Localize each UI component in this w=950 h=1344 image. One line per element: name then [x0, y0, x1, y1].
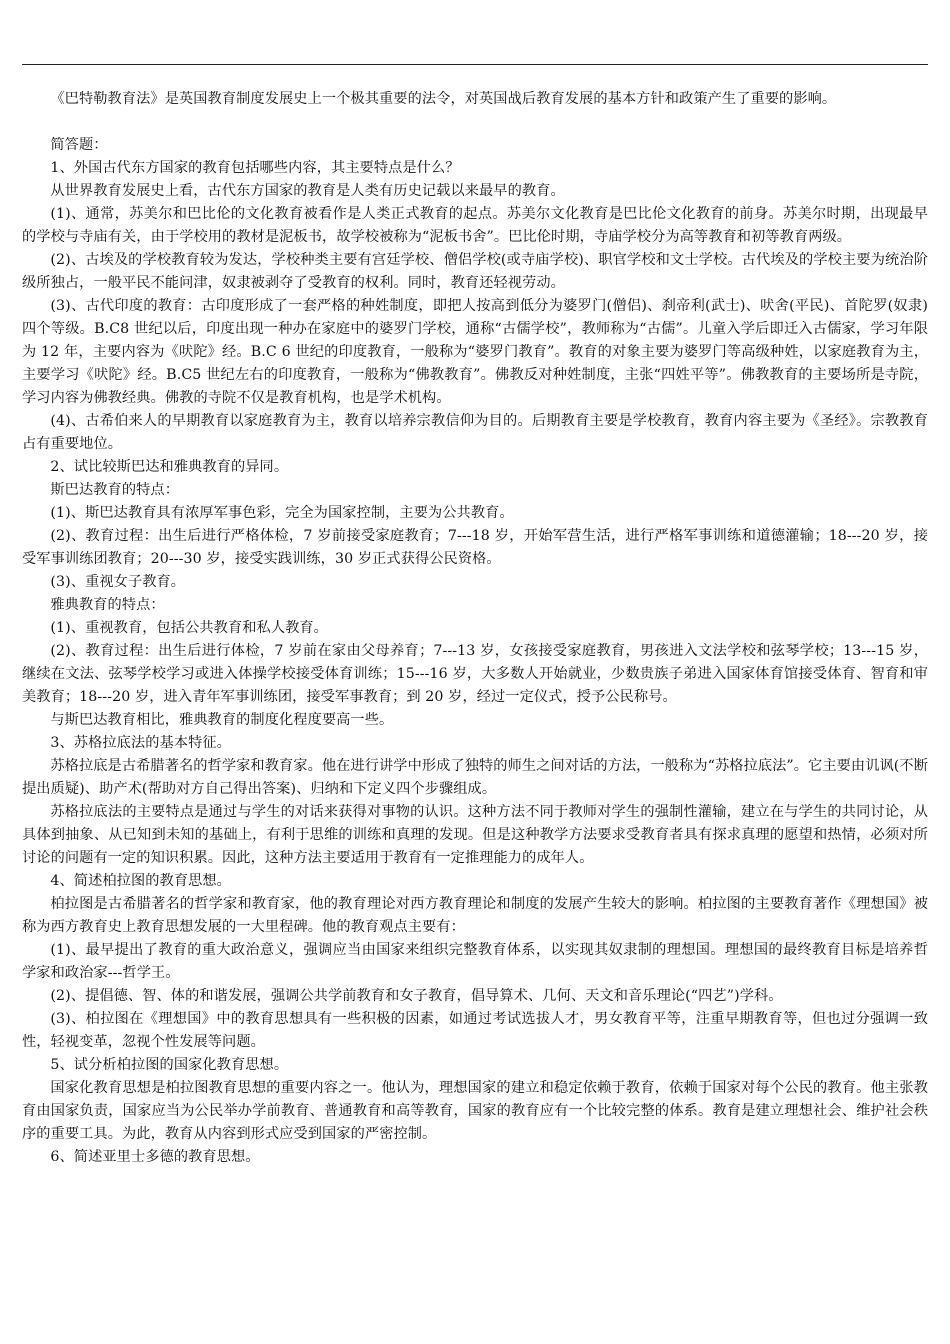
question-3: 3、苏格拉底法的基本特征。	[50, 735, 231, 751]
paragraph: 雅典教育的特点：	[50, 597, 165, 613]
paragraph-butler-act: 《巴特勒教育法》是英国教育制度发展史上一个极其重要的法令，对英国战后教育发展的基本方针和政策产生了重要的影响。	[50, 91, 837, 107]
paragraph: 国家化教育思想是柏拉图教育思想的重要内容之一。他认为，理想国家的建立和稳定依赖于教育，依赖于国家对每个公民的教育。他主张教育由国家负责，国家应当为公民举办学前教育、普通教育和高等教育，国家的教育应有一个比较完整的体系。教育是建立理想社会、维护社会秩序的重要工具。为此，教育从内容到形式应受到国家的严密控制。	[22, 1080, 928, 1142]
question-2: 2、试比较斯巴达和雅典教育的异同。	[50, 459, 289, 475]
question-4: 4、简述柏拉图的教育思想。	[50, 873, 231, 889]
paragraph: 苏格拉底法的主要特点是通过与学生的对话来获得对事物的认识。这种方法不同于教师对学生的强制性灌输，建立在与学生的共同讨论，从具体到抽象、从已知到未知的基础上，有利于思维的训练和真理的发现。但是这种教学方法要求受教育者具有探求真理的愿望和热情，必须对所讨论的问题有一定的知识积累。因此，这种方法主要适用于教育有一定推理能力的成年人。	[22, 804, 928, 866]
paragraph: 从世界教育发展史上看，古代东方国家的教育是人类有历史记载以来最早的教育。	[50, 183, 565, 199]
paragraph: (2)、教育过程：出生后进行严格体检，7 岁前接受家庭教育；7---18 岁，开始军营生活，进行严格军事训练和道德灌输；18---20 岁，接受军事训练团教育；20---30 岁，接受实践训练，30 岁正式获得公民资格。	[22, 528, 928, 567]
paragraph: (3)、重视女子教育。	[50, 574, 186, 590]
document-body	[22, 88, 928, 1169]
paragraph: 斯巴达教育的特点：	[50, 482, 179, 498]
paragraph: 与斯巴达教育相比，雅典教育的制度化程度要高一些。	[50, 712, 394, 728]
paragraph: (2)、提倡德、智、体的和谐发展，强调公共学前教育和女子教育，倡导算术、几何、天文和音乐理论(“四艺”)学科。	[50, 988, 783, 1004]
paragraph: (1)、重视教育，包括公共教育和私人教育。	[50, 620, 328, 636]
section-heading-short-answer: 简答题：	[50, 137, 108, 153]
paragraph: (1)、通常，苏美尔和巴比伦的文化教育被看作是人类正式教育的起点。苏美尔文化教育是巴比伦文化教育的前身。苏美尔时期，出现最早的学校与寺庙有关，由于学校用的教材是泥板书，故学校被称为“泥板书舍”。巴比伦时期，寺庙学校分为高等教育和初等教育两级。	[22, 206, 928, 245]
question-1: 1、外国古代东方国家的教育包括哪些内容，其主要特点是什么？	[50, 160, 460, 176]
paragraph: 苏格拉底是古希腊著名的哲学家和教育家。他在进行讲学中形成了独特的师生之间对话的方法，一般称为“苏格拉底法”。它主要由讥讽(不断提出质疑)、助产术(帮助对方自己得出答案)、归纳和下定义四个步骤组成。	[22, 758, 928, 797]
header-rule	[22, 64, 928, 65]
paragraph: (4)、古希伯来人的早期教育以家庭教育为主，教育以培养宗教信仰为目的。后期教育主要是学校教育，教育内容主要为《圣经》。宗教教育占有重要地位。	[22, 413, 928, 452]
question-5: 5、试分析柏拉图的国家化教育思想。	[50, 1057, 289, 1073]
paragraph: (1)、斯巴达教育具有浓厚军事色彩，完全为国家控制，主要为公共教育。	[50, 505, 514, 521]
paragraph: (2)、教育过程：出生后进行体检，7 岁前在家由父母养育；7---13 岁，女孩接受家庭教育，男孩进入文法学校和弦琴学校；13---15 岁，继续在文法、弦琴学校学习或进入体操学校接受体育训练；15---16 岁，大多数人开始就业，少数贵族子弟进入国家体育馆接受体育、智育和审美教育；18---20 岁，进入青年军事训练团，接受军事教育；到 20 岁，经过一定仪式，授予公民称号。	[22, 643, 928, 705]
paragraph: (1)、最早提出了教育的重大政治意义，强调应当由国家来组织完整教育体系，以实现其奴隶制的理想国。理想国的最终教育目标是培养哲学家和政治家---哲学王。	[22, 942, 928, 981]
question-6: 6、简述亚里士多德的教育思想。	[50, 1149, 260, 1165]
paragraph: 柏拉图是古希腊著名的哲学家和教育家，他的教育理论对西方教育理论和制度的发展产生较大的影响。柏拉图的主要教育著作《理想国》被称为西方教育史上教育思想发展的一大里程碑。他的教育观点主要有：	[22, 896, 928, 935]
paragraph: (3)、古代印度的教育：古印度形成了一套严格的种姓制度，即把人按高到低分为婆罗门(僧侣)、刹帝利(武士)、吠舍(平民)、首陀罗(奴隶)四个等级。B.C8 世纪以后，印度出现一种办在家庭中的婆罗门学校，通称“古儒学校”，教师称为“古儒”。儿童入学后即迁入古儒家，学习年限为 12 年，主要内容为《吠陀》经。B.C 6 世纪的印度教育，一般称为“婆罗门教育”。教育的对象主要为婆罗门等高级种姓，以家庭教育为主，主要学习《吠陀》经。B.C5 世纪左右的印度教育，一般称为“佛教教育”。佛教反对种姓制度，主张“四姓平等”。佛教教育的主要场所是寺院，学习内容为佛教经典。佛教的寺院不仅是教育机构，也是学术机构。	[22, 298, 928, 406]
paragraph: (3)、柏拉图在《理想国》中的教育思想具有一些积极的因素，如通过考试选拔人才，男女教育平等，注重早期教育等，但也过分强调一致性，轻视变革，忽视个性发展等问题。	[22, 1011, 928, 1050]
paragraph: (2)、古埃及的学校教育较为发达，学校种类主要有宫廷学校、僧侣学校(或寺庙学校)、职官学校和文士学校。古代埃及的学校主要为统治阶级所独占，一般平民不能问津，奴隶被剥夺了受教育的权利。同时，教育还轻视劳动。	[22, 252, 928, 291]
